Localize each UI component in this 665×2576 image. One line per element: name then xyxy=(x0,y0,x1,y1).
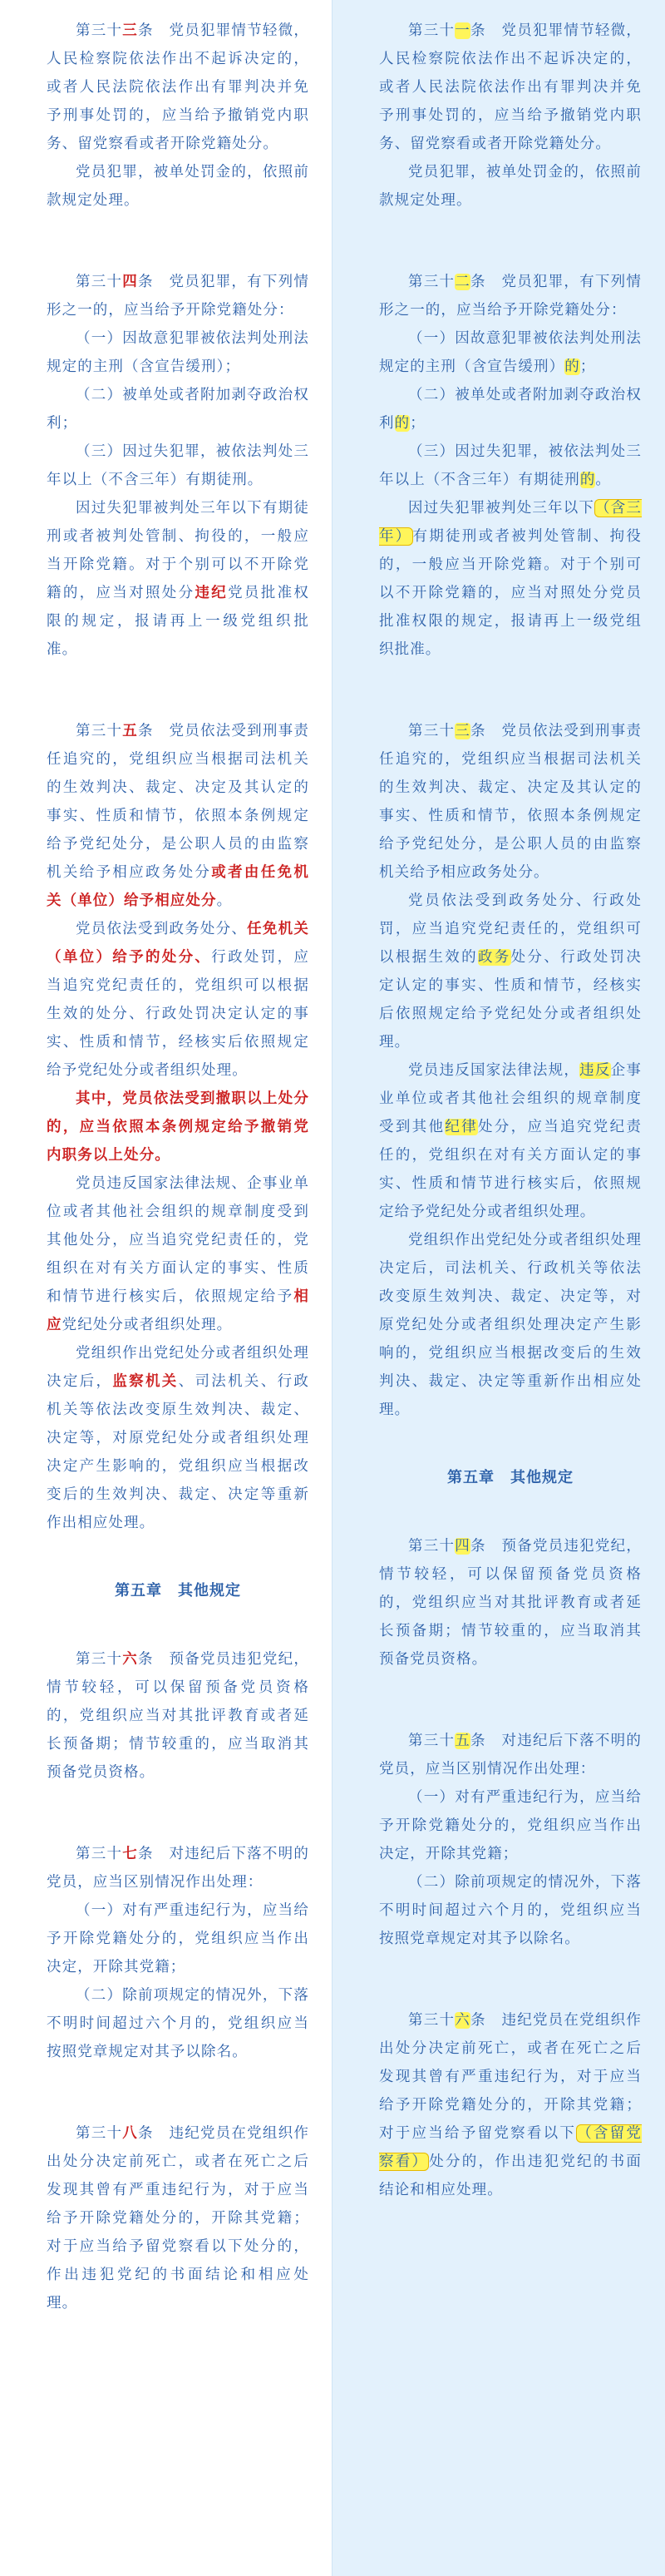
right-article-35: 第三十五条 对违纪后下落不明的党员，应当区别情况作出处理： （一）对有严重违纪行为，应当给予开除党籍处分的，党组织应当作出决定，开除其党籍； （二）除前项规定的情况外，下落不明时间超过六个月的，党组织应当按照党章规定对其予以除名。 xyxy=(379,1727,642,1953)
left-article-38: 第三十八条 违纪党员在党组织作出处分决定前死亡，或者在死亡之后发现其曾有严重违纪行为，对于应当给予开除党籍处分的，开除其党籍；对于应当给予留党察看以下处分的，作出违犯党纪的书面结论和相应处理。 xyxy=(47,2125,309,2311)
article-number: 第三十六条 xyxy=(408,2012,486,2029)
left-article-34: 第三十四条 党员犯罪，有下列情形之一的，应当给予开除党籍处分： （一）因故意犯罪被依法判处刑法规定的主刑（含宣告缓刑）； （二）被单处或者附加剥夺政治权利； （三）因过失犯罪，被依法判处三年以上（不含三年）有期徒刑。 因过失犯罪被判处三年以下有期徒刑或者被判处管制、拘役的，一般应当开除党籍。对于个别可以不开除党籍的，应当对照处分违纪党员批准权限的规定，报请再上一级党组织批准。 xyxy=(47,268,309,664)
right-article-31: 第三十一条 党员犯罪情节轻微，人民检察院依法作出不起诉决定的，或者人民法院依法作出有罪判决并免予刑事处罚的，应当给予撤销党内职务、留党察看或者开除党籍处分。 党员犯罪，被单处罚金的，依照前款规定处理。 xyxy=(379,17,642,215)
right-article-32: 第三十二条 党员犯罪，有下列情形之一的，应当给予开除党籍处分： （一）因故意犯罪被依法判处刑法规定的主刑（含宣告缓刑）的； （二）被单处或者附加剥夺政治权利的； （三）因过失犯罪，被依法判处三年以上（不含三年）有期徒刑的。 因过失犯罪被判处三年以下（含三年）有期徒刑或者被判处管制、拘役的，一般应当开除党籍。对于个别可以不开除党籍的，应当对照处分党员批准权限的规定，报请再上一级党组织批准。 xyxy=(379,268,642,664)
article-number: 第三十七条 xyxy=(76,1846,154,1862)
chapter-title: 第五章 其他规定 xyxy=(447,1469,574,1486)
article-number: 第三十六条 xyxy=(76,1651,154,1668)
list-item: （三）因过失犯罪，被依法判处三年以上（不含三年）有期徒刑。 xyxy=(47,443,309,488)
article-number: 第三十四条 xyxy=(408,1538,486,1555)
paragraph: 党组织作出党纪处分或者组织处理决定后，司法机关、行政机关等依法改变原生效判决、裁定、决定等，对原党纪处分或者组织处理决定产生影响的，党组织应当根据改变后的生效判决、裁定、决定等重新作出相应处理。 xyxy=(379,1232,642,1418)
right-column xyxy=(332,0,665,2576)
paragraph: 其中，党员依法受到撤职以上处分的，应当依照本条例规定给予撤销党内职务以上处分。 xyxy=(47,1090,309,1164)
article-number: 第三十二条 xyxy=(408,274,486,290)
paragraph: 党员依法受到政务处分、行政处罚，应当追究党纪责任的，党组织可以根据生效的政务处分、行政处罚决定认定的事实、性质和情节，经核实后依照规定给予党纪处分或者组织处理。 xyxy=(379,892,642,1051)
list-item: （二）被单处或者附加剥夺政治权利的； xyxy=(379,387,642,432)
article-number: 第三十八条 xyxy=(76,2125,154,2142)
article-number: 第三十五条 xyxy=(76,723,154,739)
left-article-33: 第三十三条 党员犯罪情节轻微，人民检察院依法作出不起诉决定的，或者人民法院依法作出有罪判决并免予刑事处罚的，应当给予撤销党内职务、留党察看或者开除党籍处分。 党员犯罪，被单处罚金的，依照前款规定处理。 xyxy=(47,17,309,215)
list-item: （一）对有严重违纪行为，应当给予开除党籍处分的，党组织应当作出决定，开除其党籍； xyxy=(47,1902,309,1975)
article-number: 第三十五条 xyxy=(408,1733,486,1749)
article-number: 第三十三条 xyxy=(408,723,486,739)
paragraph: 党员违反国家法律法规、企事业单位或者其他社会组织的规章制度受到其他处分，应当追究党纪责任的，党组织在对有关方面认定的事实、性质和情节进行核实后，依照规定给予相应党纪处分或者组织处理。 xyxy=(47,1175,309,1333)
paragraph: 党员依法受到政务处分、任免机关（单位）给予的处分、行政处罚，应当追究党纪责任的，党组织可以根据生效的处分、行政处罚决定认定的事实、性质和情节，经核实后依照规定给予党纪处分或者组织处理。 xyxy=(47,921,309,1079)
article-number: 第三十三条 xyxy=(76,22,154,39)
list-item: （一）对有严重违纪行为，应当给予开除党籍处分的，党组织应当作出决定，开除其党籍； xyxy=(379,1789,642,1862)
paragraph: 党员犯罪，被单处罚金的，依照前款规定处理。 xyxy=(379,164,642,209)
right-article-34: 第三十四条 预备党员违犯党纪，情节较轻，可以保留预备党员资格的，党组织应当对其批评教育或者延长预备期；情节较重的，应当取消其预备党员资格。 xyxy=(379,1538,642,1668)
paragraph: 党组织作出党纪处分或者组织处理决定后，监察机关、司法机关、行政机关等依法改变原生效判决、裁定、决定等，对原党纪处分或者组织处理决定产生影响的，党组织应当根据改变后的生效判决、裁定、决定等重新作出相应处理。 xyxy=(47,1345,309,1531)
list-item: （二）被单处或者附加剥夺政治权利； xyxy=(47,387,309,432)
right-article-33: 第三十三条 党员依法受到刑事责任追究的，党组织应当根据司法机关的生效判决、裁定、决定及其认定的事实、性质和情节，依照本条例规定给予党纪处分，是公职人员的由监察机关给予相应政务处分。 党员依法受到政务处分、行政处罚，应当追究党纪责任的，党组织可以根据生效的政务处分、行政处罚决定认定的事实、性质和情节，经核实后依照规定给予党纪处分或者组织处理。 党员违反国家法律法规，违反企事业单位或者其他社会组织的规章制度受到其他纪律处分，应当追究党纪责任的，党组织在对有关方面认定的事实、性质和情节进行核实后，依照规定给予党纪处分或者组织处理。 党组织作出党纪处分或者组织处理决定后，司法机关、行政机关等依法改变原生效判决、裁定、决定等，对原党纪处分或者组织处理决定产生影响的，党组织应当根据改变后的生效判决、裁定、决定等重新作出相应处理。 xyxy=(379,717,642,1424)
paragraph: 因过失犯罪被判处三年以下有期徒刑或者被判处管制、拘役的，一般应当开除党籍。对于个别可以不开除党籍的，应当对照处分违纪党员批准权限的规定，报请再上一级党组织批准。 xyxy=(47,500,309,658)
article-number: 第三十四条 xyxy=(76,274,154,290)
list-item: （一）因故意犯罪被依法判处刑法规定的主刑（含宣告缓刑）； xyxy=(47,330,309,375)
left-column xyxy=(0,0,332,2576)
left-article-35: 第三十五条 党员依法受到刑事责任追究的，党组织应当根据司法机关的生效判决、裁定、决定及其认定的事实、性质和情节，依照本条例规定给予党纪处分，是公职人员的由监察机关给予相应政务处分或者由任免机关（单位）给予相应处分。 党员依法受到政务处分、任免机关（单位）给予的处分、行政处罚，应当追究党纪责任的，党组织可以根据生效的处分、行政处罚决定认定的事实、性质和情节，经核实后依照规定给予党纪处分或者组织处理。 其中，党员依法受到撤职以上处分的，应当依照本条例规定给予撤销党内职务以上处分。 党员违反国家法律法规、企事业单位或者其他社会组织的规章制度受到其他处分，应当追究党纪责任的，党组织在对有关方面认定的事实、性质和情节进行核实后，依照规定给予相应党纪处分或者组织处理。 党组织作出党纪处分或者组织处理决定后，监察机关、司法机关、行政机关等依法改变原生效判决、裁定、决定等，对原党纪处分或者组织处理决定产生影响的，党组织应当根据改变后的生效判决、裁定、决定等重新作出相应处理。 xyxy=(47,717,309,1537)
paragraph: 党员犯罪，被单处罚金的，依照前款规定处理。 xyxy=(47,164,309,209)
article-number: 第三十一条 xyxy=(408,22,486,39)
list-item: （三）因过失犯罪，被依法判处三年以上（不含三年）有期徒刑的。 xyxy=(379,443,642,488)
paragraph: 党员违反国家法律法规，违反企事业单位或者其他社会组织的规章制度受到其他纪律处分，应当追究党纪责任的，党组织在对有关方面认定的事实、性质和情节进行核实后，依照规定给予党纪处分或者组织处理。 xyxy=(379,1062,643,1220)
list-item: （一）因故意犯罪被依法判处刑法规定的主刑（含宣告缓刑）的； xyxy=(379,330,642,375)
list-item: （二）除前项规定的情况外，下落不明时间超过六个月的，党组织应当按照党章规定对其予以除名。 xyxy=(47,1987,309,2060)
left-article-36: 第三十六条 预备党员违犯党纪，情节较轻，可以保留预备党员资格的，党组织应当对其批评教育或者延长预备期；情节较重的，应当取消其预备党员资格。 xyxy=(47,1651,309,1781)
left-article-37: 第三十七条 对违纪后下落不明的党员，应当区别情况作出处理： （一）对有严重违纪行为，应当给予开除党籍处分的，党组织应当作出决定，开除其党籍； （二）除前项规定的情况外，下落不明时间超过六个月的，党组织应当按照党章规定对其予以除名。 xyxy=(47,1840,309,2066)
chapter-title: 第五章 其他规定 xyxy=(115,1582,241,1599)
right-article-36: 第三十六条 违纪党员在党组织作出处分决定前死亡，或者在死亡之后发现其曾有严重违纪行为，对于应当给予开除党籍处分的，开除其党籍；对于应当给予留党察看以下（含留党察看）处分的，作出违犯党纪的书面结论和相应处理。 xyxy=(379,2012,643,2198)
list-item: （二）除前项规定的情况外，下落不明时间超过六个月的，党组织应当按照党章规定对其予以除名。 xyxy=(379,1874,642,1947)
paragraph: 因过失犯罪被判处三年以下（含三年）有期徒刑或者被判处管制、拘役的，一般应当开除党籍。对于个别可以不开除党籍的，应当对照处分党员批准权限的规定，报请再上一级党组织批准。 xyxy=(379,500,643,658)
